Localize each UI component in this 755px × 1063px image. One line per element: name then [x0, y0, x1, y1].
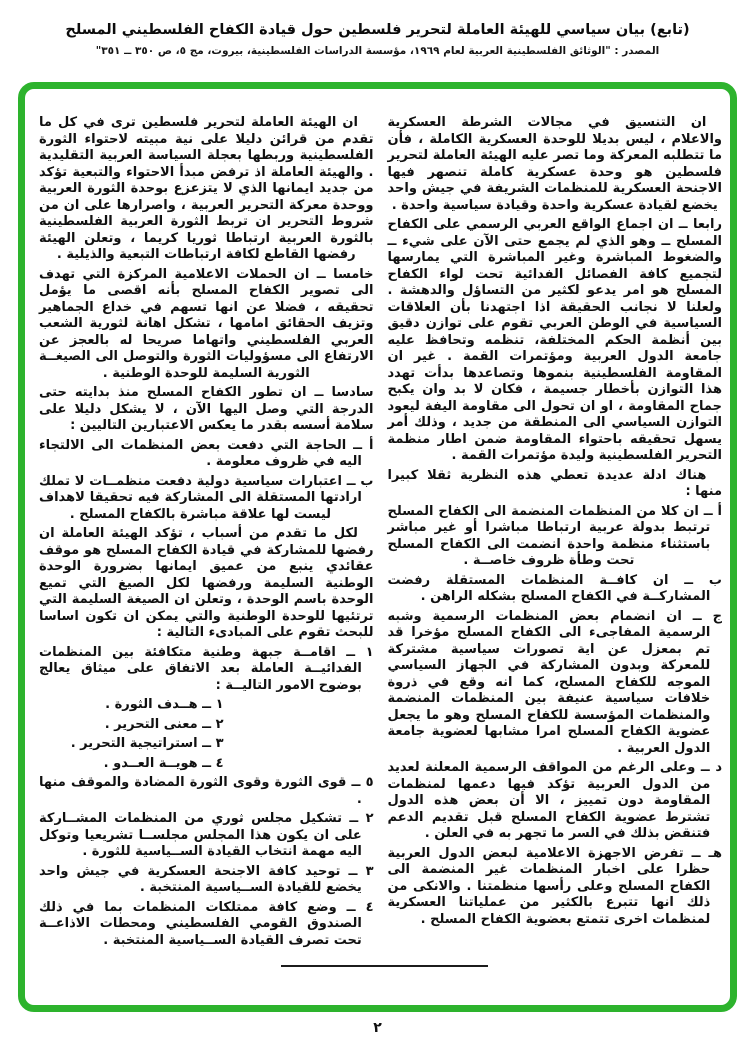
paragraph: ٢ ــ معنى التحرير . [104, 716, 224, 732]
paragraph: د ــ وعلى الرغم من المواقف الرسمية المعلنة لعديد من الدول العربية تؤكد فيها دعمها لمنظمات المقاومة دون تمييز ، الا أن بعض هذه الدول تشترط عضوية الكفاح المسلح قبل تقديم الدعم فتنقض بذلك في السر ما تجهر به في العلن . [387, 760, 722, 841]
left-text-column [39, 115, 374, 952]
paragraph: أ ــ ان كلا من المنظمات المنضمة الى الكفاح المسلح ترتبط بدولة عربية ارتباطا مباشرا أو غير مباشر باستثناء منظمة واحدة انضمت الى الكفاح المسلح تحت وطأة ظروف خاصــة . [387, 503, 722, 568]
paragraph: ٤ ــ وضع كافة ممتلكات المنظمات بما في ذلك الصندوق القومي الفلسطيني ومحطات الاذاعــة تحت تصرف القيادة الســياسية المنتخبة . [39, 899, 374, 948]
paragraph: ٤ ــ هويــة العــدو . [103, 755, 224, 771]
document-header [0, 22, 755, 57]
paragraph: ب ــ اعتبارات سياسية دولية دفعت منظمــات لا تملك ارادتها المستقلة الى المشاركة فيه تحقيقا لاهداف ليست لها علاقة مباشرة بالكفاح المسلح . [39, 473, 374, 522]
paragraph: ١ ــ اقامــة جبهة وطنية متكافئة بين المنظمات الفدائيــة العاملة بعد الاتفاق على ميثاق يعالج بوضوح الامور التاليــة : [39, 644, 374, 693]
paragraph: ٢ ــ تشكيل مجلس ثوري من المنظمات المشــاركة على ان يكون هذا المجلس مجلســا تشريعيا وتوكل اليه مهمة انتخاب القيادة الســياسية للثورة . [39, 811, 374, 859]
right-text-column [388, 115, 723, 952]
paragraph: أ ــ الحاجة التي دفعت بعض المنظمات الى الالتجاء اليه في ظروف معلومة . [39, 437, 374, 469]
paragraph: ٣ ــ توحيد كافة الاجنحة العسكرية في جيش واحد يخضع للقيادة الســياسية المنتخبة . [39, 863, 374, 895]
page-number: ٢ [373, 1020, 382, 1036]
paragraph: ١ ــ هــدف الثورة . [105, 697, 224, 712]
text-columns [39, 115, 722, 952]
paragraph: ٥ ــ قوى الثورة وقوى الثورة المضادة والموقف منها . [39, 775, 374, 807]
paragraph: هناك ادلة عديدة تعطي هذه النظرية ثقلا كبيرا منها : [387, 467, 722, 499]
paragraph: سادسا ــ ان تطور الكفاح المسلح منذ بدايته حتى الدرجة التي وصل اليها الآن ، لا يشكل دليلا على سلامة أسسه بقدر ما يعكس الاعتبارين التاليين : [39, 385, 374, 433]
paragraph: رابعا ــ ان اجماع الواقع العربي الرسمي على الكفاح المسلح ــ وهو الذي لم يجمع حتى الآن على شيء ــ والضغوط المباشرة وغير المباشرة التي يمارسها لتجميع كافة الفصائل الفدائية تحت لواء الكفاح المسلح هو امر يدعو لكثير من التساؤل والدهشة . ولعلنا لا نجانب الحقيقة اذا اجتهدنا بأن العلاقات السياسية في الوطن العربي تقوم على توازن دقيق بين أنظمة الحكم المختلفة، تنظمه وتحافظ عليه جامعة الدول العربية ومؤتمرات القمة . غير ان المقاومة الفلسطينية بنموها وتصاعدها بدأت تهدد هذا التوازن بأخطار جسيمة ، فكان لا بد وان يكبح جماح المقاومة ، او ان تحول الى مقاومة اليفة ليعود التوازن السياسي الى المنطقة من جديد ، وذلك أمر يسهل تحقيقه باحتواء المقاومة ضمن اطار منظمة التحرير الفلسطينية وليدة مؤتمرات القمة . [387, 217, 722, 463]
source-citation: المصدر : "الوثائق الفلسطينية العربية لعام ١٩٦٩، مؤسسة الدراسات الفلسطينية، بيروت، مج ٥، ص ٣٥٠ ــ ٣٥١" [95, 45, 660, 57]
paragraph: هـ ــ تفرض الاجهزة الاعلامية لبعض الدول العربية حظرا على اخبار المنظمات غير المنضمة الى الكفاح المسلح وعلى رأسها منظمتنا . والانكى من ذلك انها تتبرع بالكثير من عملياتنا العسكرية لمنظمات اخرى تتمتع بعضوية الكفاح المسلح . [387, 845, 722, 927]
document-title: (تابع) بيان سياسي للهيئة العاملة لتحرير فلسطين حول قيادة الكفاح الفلسطيني المسلح [65, 22, 690, 38]
paragraph: ان التنسيق في مجالات الشرطة العسكرية والاعلام ، ليس بديلا للوحدة العسكرية الكاملة ، فأن ما تتطلبه المعركة وما تصر عليه الهيئة العاملة لتحرير فلسطين هو وحدة عسكرية كاملة تنصهر فيها الاجنحة العسكرية للمنظمات الشريفة في جيش واحد يخضع لقيادة عسكرية واحدة وقيادة سياسية واحدة . [387, 115, 722, 213]
paragraph: ٣ ــ استراتيجية التحرير . [70, 736, 224, 751]
footnote-divider [281, 965, 488, 967]
paragraph: خامسا ــ ان الحملات الاعلامية المركزة التي تهدف الى تصوير الكفاح المسلح بأنه اقصى ما يؤمل تحقيقه ، فضلا عن انها تسهم في خداع الجماهير وتزيف الحقائق امامها ، تشكل اهانة لثورية الشعب العربي الفلسطيني واتهاما صريحا له بالعجز عن الارتفاع الى مسؤوليات الثورة والتوصل الى الصيغــة الثورية السليمة للوحدة الوطنية . [39, 266, 374, 381]
content-border-box [18, 82, 737, 1012]
paragraph: ج ــ ان انضمام بعض المنظمات الرسمية وشبه الرسمية المفاجىء الى الكفاح المسلح مؤخرا قد تم بمعزل عن اية تصورات سياسية مشتركة للمعركة وبدون المشاركة في الجهاز السياسي الموجه للكفاح المسلح، كما انه وقع في ذروة خلافات سياسية عنيفة بين المنظمات المنضمة والمنظمات المؤسسة للكفاح المسلح وهو ما يجعل عضوية الكفاح المسلح امرا مشابها لعضوية جامعة الدول العربية . [387, 608, 722, 756]
paragraph: ب ــ ان كافــة المنظمات المستقلة رفضت المشاركــة في الكفاح المسلح بشكله الراهن . [387, 572, 722, 604]
paragraph: لكل ما تقدم من أسباب ، تؤكد الهيئة العاملة ان رفضها للمشاركة في قيادة الكفاح المسلح هو موقف عقائدي ينبع من عميق ايمانها بضرورة الوحدة الوطنية السليمة ورفضها لكل الصيغ التي تميع الوحدة باسم الوحدة ، وتعلن ان الصيغة السليمة التي ترتئيها للوحدة الوطنية والتي يمكن ان تكون اساسا للبحث تقوم على المبادىء التالية : [39, 526, 374, 640]
paragraph: ان الهيئة العاملة لتحرير فلسطين ترى في كل ما تقدم من قرائن دليلا على نية مبيته لاحتواء الثورة الفلسطينية وربطها بعجلة السياسة العربية التقليدية . والهيئة العاملة اذ ترفض مبدأ الاحتواء والتبعية تؤكد من جديد ايمانها الذي لا يتزعزع بوحدة الثورة العربية ووحدة معركة التحرير العربية ، واصرارها على ان من شروط التحرير ان تربط الثورة العربية الفلسطينية بالثورة العربية ارتباطا ثوريا كريما ، وتعلن الهيئة رفضها القاطع لكافة ارتباطات التبعية والذيلية . [39, 115, 374, 262]
